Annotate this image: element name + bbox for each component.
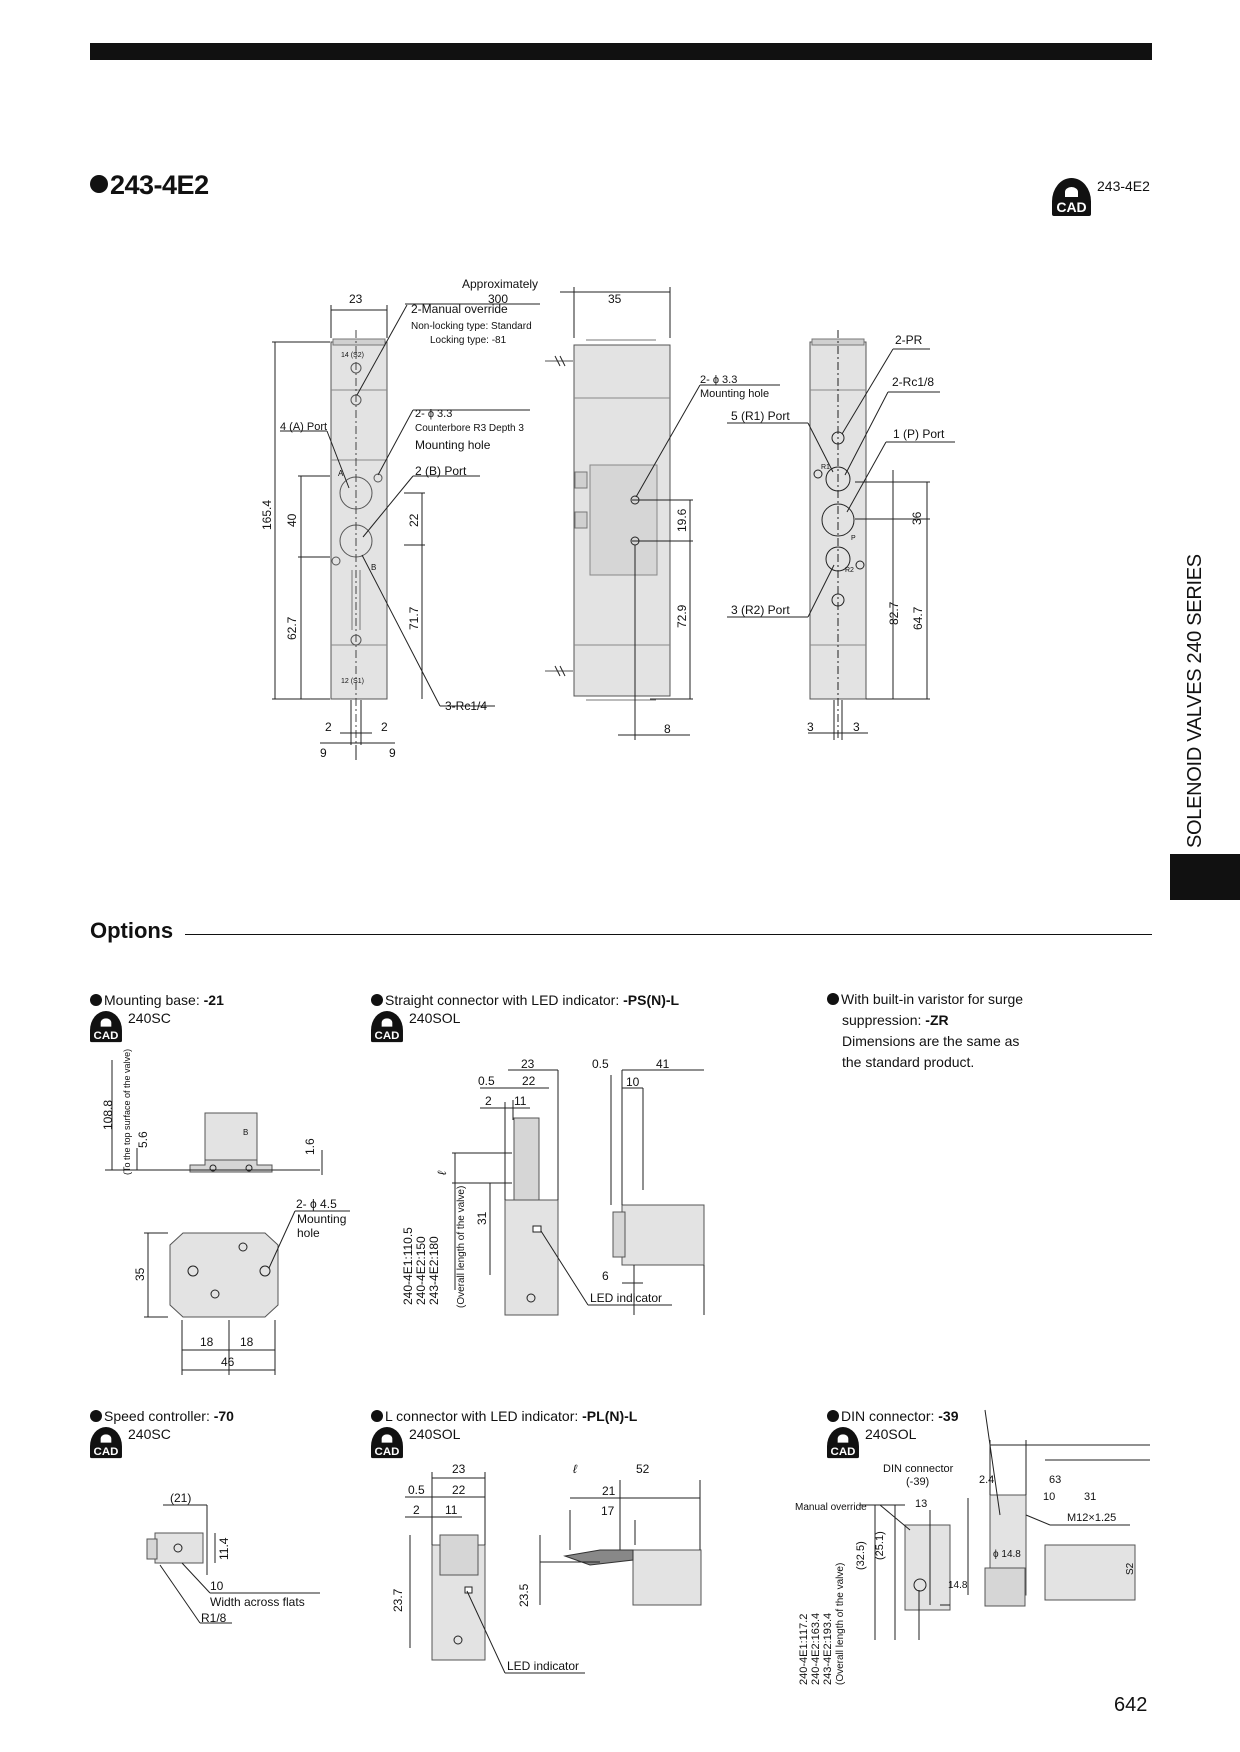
lc-dim-2: 2	[413, 1503, 420, 1517]
side-mount-phi-label: 2- ϕ 3.3	[700, 374, 738, 386]
lc-dim-23: 23	[452, 1462, 466, 1476]
spd-width-flats: Width across flats	[210, 1595, 305, 1609]
din-manual-override: Manual override	[795, 1502, 867, 1513]
mark-a: A	[338, 469, 344, 478]
port-3rc-label: 3-Rc1/4	[445, 699, 488, 713]
sc-led-label: LED indicator	[590, 1291, 663, 1305]
sc-dim-6: 6	[602, 1269, 609, 1283]
dim-36: 36	[910, 511, 924, 525]
options-divider	[185, 934, 1152, 935]
sc-len2: 240-4E2:150	[414, 1236, 428, 1305]
dim-62-7: 62.7	[285, 616, 299, 640]
dim-2-right: 2	[381, 720, 388, 734]
lc-dim-11: 11	[445, 1503, 458, 1517]
din-dim-10: 10	[1043, 1491, 1056, 1503]
dim-19-6: 19.6	[675, 508, 689, 532]
mounting-hole-label: Mounting hole	[415, 438, 491, 452]
lc-dim-23-7: 23.7	[391, 1588, 405, 1612]
mb-dim-35: 35	[133, 1267, 147, 1281]
bullet-icon	[371, 994, 383, 1006]
spd-dim-10: 10	[210, 1579, 224, 1593]
din-len3: 243-4E2:193.4	[822, 1612, 834, 1685]
main-dimension-drawing	[0, 0, 1240, 800]
din-dim-14-8: 14.8	[948, 1580, 968, 1591]
port-2b-label: 2 (B) Port	[415, 464, 467, 478]
lc-led-label: LED indicator	[507, 1659, 580, 1673]
sc-dim-0-5: 0.5	[478, 1074, 495, 1088]
lc-dim-52: 52	[636, 1462, 650, 1476]
spd-dim-21: (21)	[170, 1491, 192, 1505]
mb-dim-18-right: 18	[240, 1335, 254, 1349]
mark-r1: R1	[821, 464, 830, 471]
lc-dim-l: ℓ	[573, 1462, 577, 1476]
page-number: 642	[1114, 1694, 1148, 1716]
bullet-icon	[827, 993, 839, 1005]
spd-dim-11-4: 11.4	[217, 1537, 231, 1560]
straight-connector-cad-icon[interactable]: CAD	[371, 1011, 403, 1046]
side-tab-block	[1170, 854, 1240, 900]
mb-mark-b: B	[243, 1128, 249, 1137]
sc-dim-l: ℓ	[435, 1171, 449, 1175]
mb-mounting: Mounting	[297, 1212, 347, 1226]
mounting-base-cad-icon[interactable]: CAD	[90, 1011, 122, 1046]
din-connector-cad-label: 240SOL	[865, 1426, 917, 1442]
sc-len-note: (Overall length of the valve)	[456, 1185, 467, 1308]
dim-72-9: 72.9	[675, 604, 689, 628]
mounting-base-label: Mounting base: -21	[90, 992, 224, 1008]
mark-b: B	[371, 563, 377, 572]
port-5r1-label: 5 (R1) Port	[731, 409, 790, 423]
speed-controller-cad-icon[interactable]: CAD	[90, 1427, 122, 1462]
s1-label: 12 (S1)	[341, 678, 364, 685]
non-locking-label: Non-locking type: Standard	[411, 321, 532, 332]
din-connector-cad-icon[interactable]: CAD	[827, 1427, 859, 1462]
lc-dim-22: 22	[452, 1483, 466, 1497]
speed-controller-cad-label: 240SC	[128, 1426, 171, 1442]
l-connector-cad-icon[interactable]: CAD	[371, 1427, 403, 1462]
dim-40: 40	[285, 513, 299, 527]
sc-dim-31: 31	[475, 1211, 489, 1225]
dim-2-left: 2	[325, 720, 332, 734]
mb-dim-5-6: 5.6	[136, 1131, 150, 1148]
mb-dim-1-6: 1.6	[303, 1138, 317, 1155]
sc-dim-41: 41	[656, 1057, 670, 1071]
lc-dim-23-5: 23.5	[517, 1583, 531, 1607]
straight-connector-cad-label: 240SOL	[409, 1010, 461, 1026]
page-title: 243-4E2	[90, 170, 209, 201]
locking-label: Locking type: -81	[430, 335, 507, 346]
mark-r2: R2	[845, 567, 854, 574]
mounting-base-cad-label: 240SC	[128, 1010, 171, 1026]
din-m12: M12×1.25	[1067, 1512, 1117, 1524]
sc-len1: 240-4E1:110.5	[401, 1227, 415, 1305]
straight-connector-label: Straight connector with LED indicator: -PS(N)-L	[371, 992, 679, 1008]
din-dim-63: 63	[1049, 1474, 1062, 1486]
spd-r18: R1/8	[201, 1611, 227, 1625]
dim-23: 23	[349, 292, 363, 306]
side-mount-hole-label: Mounting hole	[700, 388, 770, 400]
mb-phi: 2- ϕ 4.5	[296, 1197, 337, 1211]
dim-9-right: 9	[389, 746, 396, 760]
din-code: (-39)	[906, 1476, 930, 1488]
din-len1: 240-4E1:117.2	[798, 1613, 810, 1685]
mounting-hole-phi-label: 2- ϕ 3.3	[415, 408, 453, 420]
din-s2: S2	[1125, 1562, 1136, 1575]
mb-dim-46: 46	[221, 1355, 235, 1369]
speed-controller-label: Speed controller: -70	[90, 1408, 234, 1424]
mb-note: (To the top surface of the valve)	[122, 1048, 132, 1175]
bullet-icon	[90, 994, 102, 1006]
port-4a-label: 4 (A) Port	[280, 421, 328, 433]
din-len-note: (Overall length of the valve)	[835, 1562, 846, 1685]
dim-300: 300	[488, 292, 509, 306]
din-len2: 240-4E2:163.4	[810, 1612, 822, 1685]
sc-dim-10: 10	[626, 1075, 640, 1089]
din-dim-32-5: (32.5)	[855, 1541, 867, 1570]
sc-len3: 243-4E2:180	[427, 1236, 441, 1305]
din-dim-13: 13	[915, 1498, 928, 1510]
din-label: DIN connector	[883, 1463, 954, 1475]
mb-dim-18-left: 18	[200, 1335, 214, 1349]
rc18-label: 2-Rc1/8	[892, 375, 935, 389]
series-side-label: SOLENOID VALVES 240 SERIES	[1184, 554, 1206, 848]
lc-dim-21: 21	[602, 1484, 616, 1498]
sc-dim-22: 22	[522, 1074, 536, 1088]
l-connector-cad-label: 240SOL	[409, 1426, 461, 1442]
counterbore-label: Counterbore R3 Depth 3	[415, 423, 524, 434]
dim-8: 8	[664, 722, 671, 736]
dim-9-left: 9	[320, 746, 327, 760]
lc-dim-17: 17	[601, 1504, 615, 1518]
dim-71-7: 71.7	[407, 606, 421, 630]
mark-p: P	[851, 535, 856, 542]
dim-35: 35	[608, 292, 622, 306]
din-dim-25-1: (25.1)	[874, 1531, 886, 1560]
l-connector-label: L connector with LED indicator: -PL(N)-L	[371, 1408, 637, 1424]
options-drawings	[0, 1040, 1240, 1700]
dim-82-7: 82.7	[887, 601, 901, 625]
cad-icon[interactable]: CAD	[1052, 178, 1091, 221]
manual-override-label: 2-Manual override	[411, 302, 508, 316]
din-dim-2-4: 2.4	[979, 1474, 995, 1486]
varistor-description: With built-in varistor for surge suppression: -ZR Dimensions are the same as the standard product.	[827, 989, 1023, 1073]
port-3r2-label: 3 (R2) Port	[731, 603, 790, 617]
din-phi-14-8: ϕ 14.8	[993, 1549, 1021, 1560]
options-heading: Options	[90, 918, 174, 943]
dim-3-right: 3	[853, 720, 860, 734]
mb-dim-108-8: 108.8	[101, 1099, 115, 1130]
sc-dim-11: 11	[514, 1094, 527, 1108]
port-1p-label: 1 (P) Port	[893, 427, 945, 441]
sc-dim-23: 23	[521, 1057, 535, 1071]
din-dim-31: 31	[1084, 1491, 1097, 1503]
dim-64-7: 64.7	[911, 606, 925, 630]
mb-hole: hole	[297, 1226, 320, 1240]
pr-2-label: 2-PR	[895, 333, 923, 347]
lc-dim-0-5: 0.5	[408, 1483, 425, 1497]
dim-approx-label: Approximately	[462, 277, 539, 291]
dim-165-4: 165.4	[260, 499, 274, 530]
s2-label: 14 (S2)	[341, 352, 364, 359]
cad-model-label: 243-4E2	[1097, 178, 1150, 194]
dim-3-left: 3	[807, 720, 814, 734]
sc-dim-2: 2	[485, 1094, 492, 1108]
sc-dim-0-5b: 0.5	[592, 1057, 609, 1071]
dim-22: 22	[407, 513, 421, 527]
din-connector-label: DIN connector: -39	[827, 1408, 959, 1424]
